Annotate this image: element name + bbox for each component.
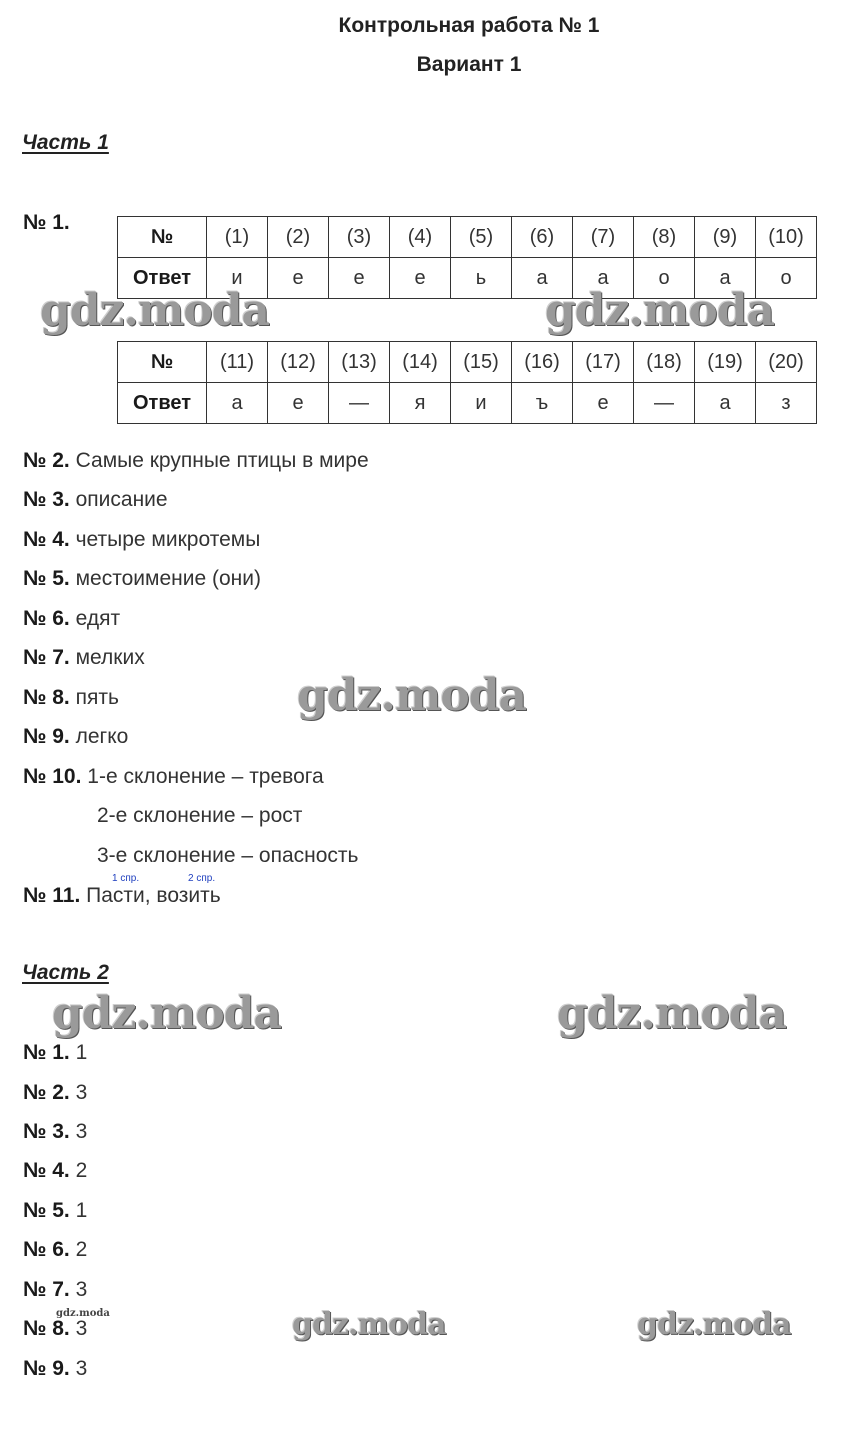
table2-number: (11) — [207, 342, 268, 383]
watermark-logo: gdz.moda — [52, 988, 282, 1039]
table1-answer: о — [756, 258, 817, 299]
document-title: Контрольная работа № 1 — [338, 14, 600, 37]
table2-number: (15) — [451, 342, 512, 383]
part1-item-10-line-3: 3-е склонение – опасность — [97, 844, 359, 867]
table2-number: (17) — [573, 342, 634, 383]
table2-answer: — — [329, 383, 390, 424]
part1-item-6: № 6. едят — [23, 607, 121, 630]
table2-number: (13) — [329, 342, 390, 383]
watermark-logo: gdz.moda — [637, 1307, 791, 1342]
part2-item-4: № 4. 2 — [23, 1159, 88, 1182]
table1-answer: е — [390, 258, 451, 299]
table1-answer: е — [329, 258, 390, 299]
table1-answer: о — [634, 258, 695, 299]
part2-heading: Часть 2 — [22, 961, 109, 984]
table2-number: (18) — [634, 342, 695, 383]
task1-label: № 1. — [23, 211, 70, 234]
part1-item-4: № 4. четыре микротемы — [23, 528, 261, 551]
table2-number: (16) — [512, 342, 573, 383]
part1-item-11: № 11. Пасти, возить — [23, 884, 221, 907]
part1-item-3: № 3. описание — [23, 488, 168, 511]
table1-number: (4) — [390, 217, 451, 258]
table2-answer: и — [451, 383, 512, 424]
table1-answer: ь — [451, 258, 512, 299]
table1-answer: е — [268, 258, 329, 299]
watermark-logo: gdz.moda — [292, 1307, 446, 1342]
table2-answer: е — [573, 383, 634, 424]
table1-answer: и — [207, 258, 268, 299]
table2-number: (12) — [268, 342, 329, 383]
part1-item-2: № 2. Самые крупные птицы в мире — [23, 449, 369, 472]
table2-answer: а — [695, 383, 756, 424]
table1-answer: а — [695, 258, 756, 299]
conjugation-annotation-2: 2 спр. — [188, 873, 216, 884]
table2-answer: я — [390, 383, 451, 424]
table2-answer-row — [118, 383, 817, 424]
table2-row-header: № — [118, 342, 207, 383]
table1-number: (5) — [451, 217, 512, 258]
part2-item-2: № 2. 3 — [23, 1081, 88, 1104]
table2-answer: ъ — [512, 383, 573, 424]
watermark-logo-small: gdz.moda — [56, 1308, 110, 1319]
part1-item-5: № 5. местоимение (они) — [23, 567, 261, 590]
table2-number: (20) — [756, 342, 817, 383]
table2-answer: — — [634, 383, 695, 424]
table2-answer: а — [207, 383, 268, 424]
table2-number: (14) — [390, 342, 451, 383]
table2-answer: е — [268, 383, 329, 424]
table2-answer: з — [756, 383, 817, 424]
part1-item-8: № 8. пять — [23, 686, 119, 709]
watermark-logo: gdz.moda — [297, 670, 527, 721]
watermark-logo: gdz.moda — [557, 988, 787, 1039]
table1-answer-header: Ответ — [118, 258, 207, 299]
table1-row-header: № — [118, 217, 207, 258]
part2-item-1: № 1. 1 — [23, 1041, 88, 1064]
part2-item-3: № 3. 3 — [23, 1120, 88, 1143]
watermark-logo: gdz.moda — [545, 285, 775, 336]
part2-item-6: № 6. 2 — [23, 1238, 88, 1261]
table2-answer-header: Ответ — [118, 383, 207, 424]
table1-number-row — [118, 217, 817, 258]
variant-title: Вариант 1 — [416, 53, 522, 76]
part2-item-7: № 7. 3 — [23, 1278, 88, 1301]
table1-number: (3) — [329, 217, 390, 258]
table1-number: (2) — [268, 217, 329, 258]
part1-item-7: № 7. мелких — [23, 646, 145, 669]
part1-item-10: № 10. 1-е склонение – тревога — [23, 765, 324, 788]
part1-item-10-line-2: 2-е склонение – рост — [97, 804, 303, 827]
table2-number: (19) — [695, 342, 756, 383]
part2-item-5: № 5. 1 — [23, 1199, 88, 1222]
part1-item-9: № 9. легко — [23, 725, 129, 748]
table1-number: (1) — [207, 217, 268, 258]
conjugation-annotation-1: 1 спр. — [112, 873, 140, 884]
answer-table-2 — [117, 341, 817, 424]
watermark-logo: gdz.moda — [40, 285, 270, 336]
table1-answer: а — [573, 258, 634, 299]
table1-number: (9) — [695, 217, 756, 258]
part1-heading: Часть 1 — [22, 131, 109, 154]
table1-number: (6) — [512, 217, 573, 258]
table1-number: (10) — [756, 217, 817, 258]
table1-number: (7) — [573, 217, 634, 258]
part2-item-8: № 8. 3 — [23, 1317, 88, 1340]
table1-number: (8) — [634, 217, 695, 258]
part2-item-9: № 9. 3 — [23, 1357, 88, 1380]
table2-number-row — [118, 342, 817, 383]
table1-answer: а — [512, 258, 573, 299]
